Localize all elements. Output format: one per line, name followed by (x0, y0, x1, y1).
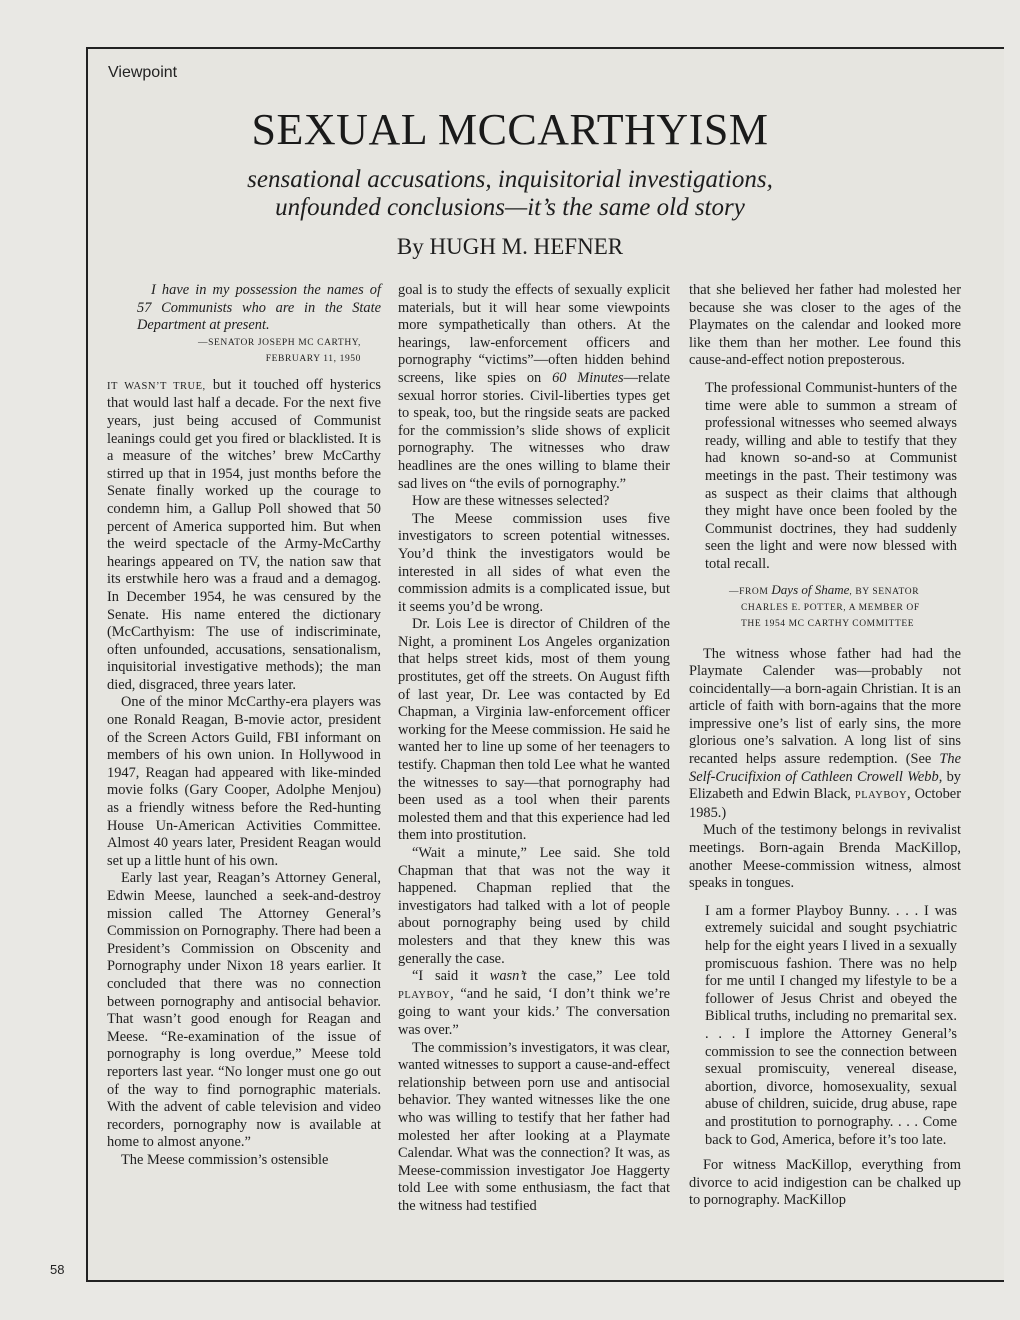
block-quote-text: The professional Communist-hunters of the time were able to summon a stream of professional witnesses who seemed always ready, willing and able to testify that they had known so-and-so at Communist meetings in the past. Their testimony was as suspect as their claims that although they might have once been fooled by the Communist doctrines, they had suddenly seen the light and were now blessed with total recall. (705, 379, 957, 572)
byline: By HUGH M. HEFNER (396, 234, 624, 259)
block-quote (689, 380, 961, 574)
paragraph: Dr. Lois Lee is director of Children of the Night, a prominent Los Angeles organization that helps street kids, most of them young prostitutes, get off the streets. On August fifth of last year, Dr. Lee was contacted by Ed Chapman, a Virginia law-enforcement officer working for the Meese commission. He said he wanted her to line up some of her teenagers to testify. Chapman then told Lee what he wanted the witnesses to say—that pornography had been used as a tool when their parents molested them and that this experience had led them into prostitution. (398, 616, 670, 844)
paragraph: The commission’s investigators, it was clear, wanted witnesses to support a cause-and-effect relationship between porn use and antisocial behavior. They wanted witnesses like the one who was willing to testify that her father had molested her after looking at a Playmate Calendar. What was the connection? It was, as Meese-commission investigator Joe Haggerty told Lee with some enthusiasm, the fact that the witness had testified (398, 1039, 671, 1214)
italic-title: 60 Minutes (552, 369, 624, 386)
column-2 (398, 282, 670, 1215)
dek-line-1: sensational accusations, inquisitorial investigations, (247, 166, 773, 193)
paragraph-text: , by Elizabeth and Edwin Black, (689, 768, 962, 803)
block-quote-attribution (689, 582, 961, 632)
paragraph: Much of the testimony belongs in revivalist meetings. Born-again Brenda MacKillop, another Meese-commission witness, almost speaks in tongues. (689, 822, 961, 892)
epigraph-attr-line-1: —SENATOR JOSEPH MC CARTHY, (197, 337, 361, 348)
attr-text: , BY SENATOR (849, 586, 920, 597)
epigraph-quote: I have in my possession the names of 57 Communists who are in the State Department at present. (137, 282, 381, 334)
attr-line-3: THE 1954 MC CARTHY COMMITTEE (741, 618, 915, 629)
paragraph-text: the case,” Lee told (526, 968, 671, 985)
attr-text: —FROM (729, 586, 772, 597)
attr-title: Days of Shame (771, 581, 850, 597)
paragraph (398, 968, 670, 1039)
paragraph: The Meese commission uses five investigators to screen potential witnesses. You’d think the investigators would be interested in all sides of what even the commission admits is a complicated issue, but it seems you’d be wrong. (398, 510, 670, 615)
paragraph-text: The witness whose father had had the Playmate Calender was—probably not coincidentally—a born-again Christian. It is an article of faith with born-agains that the more impressive one’s list of early sins, the more glorious one’s salvation. A long list of sins recanted helps assure redemption. (See (689, 645, 961, 768)
column-3 (689, 282, 961, 1210)
paragraph-text: , “and he said, ‘I don’t think we’re going to want your kids.’ The conversation was over.” (398, 985, 670, 1038)
italic-word: wasn’t (489, 968, 527, 985)
page-number: 58 (50, 1262, 65, 1277)
dek (100, 166, 920, 222)
epigraph-attr-line-2: FEBRUARY 11, 1950 (265, 353, 361, 364)
epigraph-attribution (107, 335, 381, 367)
paragraph: “Wait a minute,” Lee said. She told Chapman that that was not the way it happened. Chapman replied that the investigators had talked with a lot of people about pornography being used by child molesters and that they knew this was generally the case. (398, 845, 670, 967)
paragraph: How are these witnesses selected? (412, 493, 610, 510)
paragraph: One of the minor McCarthy-era players was one Ronald Reagan, B-movie actor, president of the Screen Actors Guild, FBI informant on members of his own union. In Hollywood in 1947, Reagan had appeared with like-minded movie folks (Gary Cooper, Adolphe Menjou) as a friendly witness before the Red-hunting House Un-American Activities Committee. Almost 40 years later, President Reagan would set up a little hunt of his own. (107, 694, 381, 869)
paragraph-text: goal is to study the effects of sexually explicit materials, but it will hear some viewpoints more sympathetically than others. At the hearings, law-enforcement officers and pornography “victims”—often hidden behind screens, like spies on (398, 282, 670, 386)
column-1 (107, 282, 381, 1170)
paragraph: The Meese commission’s ostensible (121, 1151, 329, 1168)
paragraph-text: “I said it (412, 968, 490, 985)
paragraph-text: but it touched off hysterics that would last half a decade. For the next five years, just being accused of Communist leanings could get you fired or blacklisted. It is a measure of the witches’ brew McCarthy stirred up that in 1954, just months before the Senate finally worked up the courage to condemn him, a Gallup Poll showed that 50 percent of America supported him. But when the weird spectacle of the Army-McCarthy hearings appeared on TV, the nation saw that its erstwhile hero was a fraud and a demagog. In December 1954, he was censured by the Senate. His name entered the dictionary (McCarthyism: The use of indiscriminate, often unfounded, accusations, sensationalism, inquisitorial investigative methods); the man died, disgraced, three years later. (107, 376, 381, 693)
paragraph-text: —relate sexual horror stories. Civil-liberties types get to speak, too, but the ringside seats are packed for the commission’s slide shows of explicit pornography. The witnesses who draw headlines are the ones willing to blame their sad lives on “the evils of pornography.” (398, 369, 670, 492)
small-caps-name: PLAYBOY (854, 790, 908, 802)
small-caps-name: PLAYBOY (398, 989, 451, 1001)
block-quote-text: I am a former Playboy Bunny. . . . I was extremely suicidal and sought psychiatric help for the eight years I lived in a sexually promiscuous fashion. There was no help for me until I changed my lifestyle to be a follower of Jesus Christ and obeyed the Biblical truths, including no premarital sex. . . . I implore the Attorney General’s commission to see the connection between sexual promiscuity, venereal disease, abortion, divorce, homosexuality, sexual abuse of children, suicide, drug abuse, rape and prostitution to pornography. . . . Come back to God, America, before it’s too late. (705, 902, 957, 1148)
paragraph: that she believed her father had molested her because she was closer to the ages of the Playmates on the calendar and looked more like them than her mother. Lee found this cause-and-effect notion preposterous. (689, 282, 961, 369)
section-label: Viewpoint (108, 64, 178, 81)
block-quote (689, 903, 961, 1149)
attr-line-2: CHARLES E. POTTER, A MEMBER OF (741, 602, 920, 613)
lead-in: IT WASN’T TRUE, (107, 380, 206, 392)
italic-title: The Self-Crucifixion of Cathleen Crowell Webb (689, 751, 961, 785)
paragraph: Early last year, Reagan’s Attorney General, Edwin Meese, launched a seek-and-destroy mission called The Attorney General’s Commission on Pornography. There had been a President’s Commission on Obscenity and Pornography under Nixon 18 years earlier. It concluded that there was no connection between pornography and antisocial behavior. That wasn’t good enough for Reagan and Meese. “Re-examination of the issue of pornography is long overdue,” Meese told reporters last year. “No longer must one go out of the way to find pornographic materials. With the advent of cable television and video recorders, pornography now is available at home to almost anyone.” (107, 870, 381, 1151)
paragraph (398, 282, 670, 493)
paragraph (689, 646, 961, 823)
dek-line-2: unfounded conclusions—it’s the same old story (275, 194, 745, 221)
headline: SEXUAL MCCARTHYISM (251, 105, 769, 154)
paragraph (107, 377, 381, 695)
attr-line-1 (729, 582, 961, 600)
paragraph: For witness MacKillop, everything from divorce to acid indigestion can be chalked up to pornography. MacKillop (689, 1157, 961, 1209)
paragraph-text: , October 1985.) (689, 786, 961, 821)
